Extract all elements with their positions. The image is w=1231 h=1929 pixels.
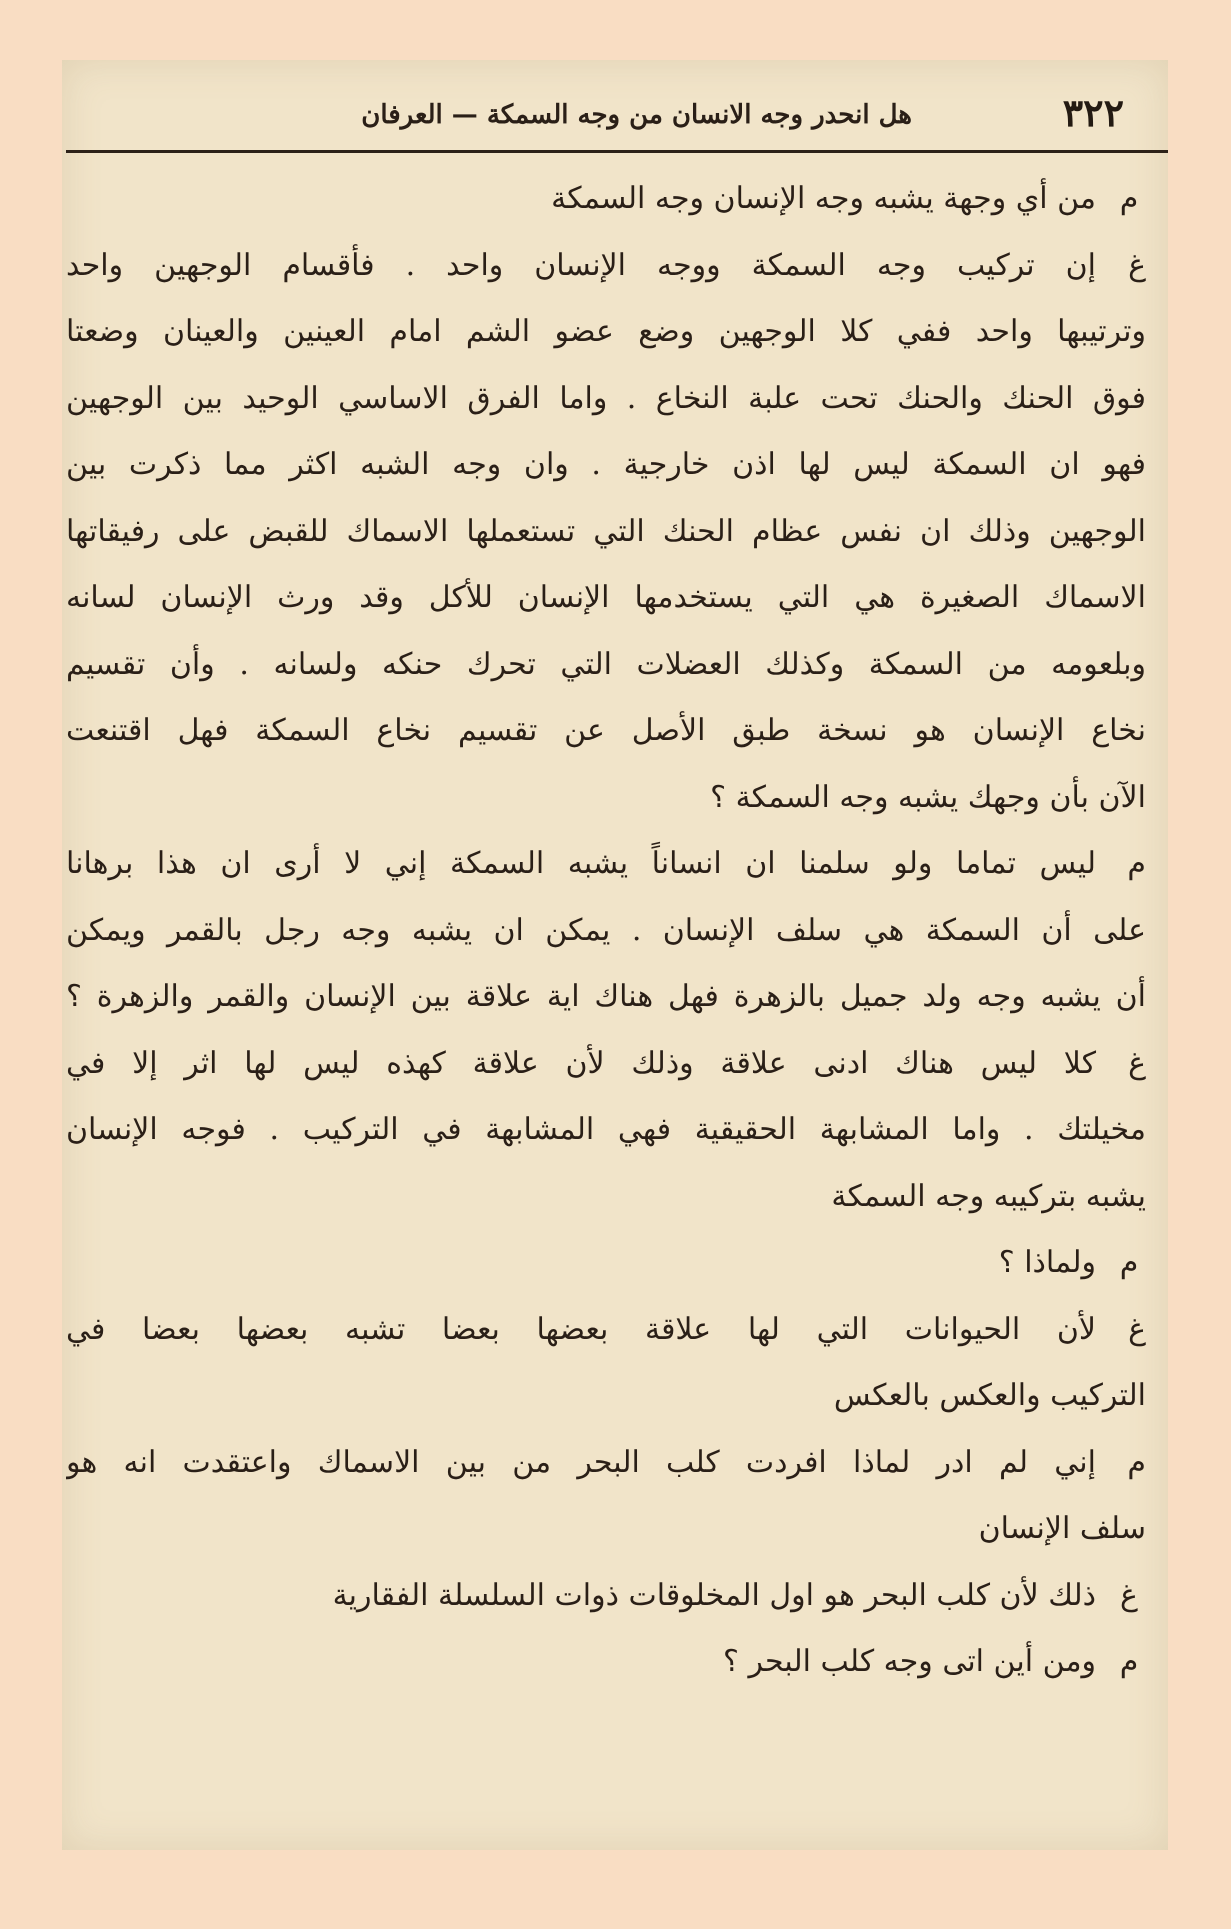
text-line — [66, 898, 1146, 965]
line-text: سلف الإنسان — [978, 1511, 1146, 1546]
text-line — [66, 632, 1146, 699]
text-line — [66, 233, 1146, 300]
text-line — [66, 1297, 1146, 1364]
speaker-marker: غ — [1128, 1311, 1146, 1347]
text-line — [66, 1496, 1146, 1563]
line-text: ولماذا ؟ — [998, 1245, 1096, 1280]
text-line — [66, 1563, 1146, 1630]
speaker-marker: م — [1127, 1444, 1146, 1480]
line-text: ومن أين اتى وجه كلب البحر ؟ — [723, 1644, 1096, 1679]
speaker-marker: م — [1119, 1644, 1139, 1679]
text-line — [66, 1097, 1146, 1164]
text-line — [66, 1164, 1146, 1231]
speaker-marker: م — [1119, 181, 1139, 216]
text-line — [66, 299, 1146, 366]
text-line — [66, 1629, 1146, 1696]
line-text: لأن الحيوانات التي لها علاقة بعضها بعضا تشبه بعضها بعضا في — [66, 1311, 1096, 1347]
text-line — [66, 1430, 1146, 1497]
page-number: ٣٢٢ — [1062, 90, 1124, 135]
line-text: الاسماك الصغيرة هي التي يستخدمها الإنسان للأكل وقد ورث الإنسان لسانه — [66, 580, 1146, 615]
text-line — [66, 1363, 1146, 1430]
line-text: فوق الحنك والحنك تحت علبة النخاع . واما الفرق الاساسي الوحيد بين الوجهين — [66, 380, 1146, 416]
text-line — [66, 1031, 1146, 1098]
line-text: وترتيبها واحد ففي كلا الوجهين وضع عضو الشم امام العينين والعينان وضعتا — [66, 314, 1146, 349]
line-text: إني لم ادر لماذا افردت كلب البحر من بين الاسماك واعتقدت انه هو — [66, 1444, 1096, 1480]
line-text: الوجهين وذلك ان نفس عظام الحنك التي تستعملها الاسماك للقبض على رفيقاتها — [66, 513, 1146, 549]
book-page — [62, 60, 1168, 1850]
speaker-marker: م — [1127, 846, 1146, 881]
line-text: ذلك لأن كلب البحر هو اول المخلوقات ذوات السلسلة الفقارية — [332, 1577, 1096, 1613]
text-line — [66, 499, 1146, 566]
text-line — [66, 831, 1146, 898]
speaker-marker: م — [1119, 1245, 1139, 1280]
running-title: هل انحدر وجه الانسان من وجه السمكة — العرفان — [361, 100, 912, 130]
page-header — [62, 86, 1168, 146]
line-text: نخاع الإنسان هو نسخة طبق الأصل عن تقسيم نخاع السمكة فهل اقتنعت — [66, 713, 1146, 748]
line-text: أن يشبه وجه ولد جميل بالزهرة فهل هناك اية علاقة بين الإنسان والقمر والزهرة ؟ — [66, 979, 1146, 1014]
dialogue-text — [66, 166, 1146, 1696]
text-line — [66, 166, 1146, 233]
text-line — [66, 565, 1146, 632]
line-text: إن تركيب وجه السمكة ووجه الإنسان واحد . فأقسام الوجهين واحد — [66, 247, 1096, 283]
text-line — [66, 366, 1146, 433]
line-text: على أن السمكة هي سلف الإنسان . يمكن ان يشبه وجه رجل بالقمر ويمكن — [66, 912, 1146, 948]
line-text: فهو ان السمكة ليس لها اذن خارجية . وان وجه الشبه اكثر مما ذكرت بين — [66, 447, 1146, 482]
speaker-marker: غ — [1128, 247, 1146, 283]
line-text: التركيب والعكس بالعكس — [833, 1378, 1146, 1413]
text-line — [66, 698, 1146, 765]
line-text: يشبه بتركيبه وجه السمكة — [831, 1178, 1146, 1214]
line-text: وبلعومه من السمكة وكذلك العضلات التي تحرك حنكه ولسانه . وأن تقسيم — [66, 646, 1146, 682]
line-text: ليس تماما ولو سلمنا ان انساناً يشبه السمكة إني لا أرى ان هذا برهانا — [66, 846, 1096, 881]
speaker-marker: غ — [1120, 1577, 1138, 1613]
line-text: من أي وجهة يشبه وجه الإنسان وجه السمكة — [551, 181, 1096, 216]
speaker-marker: غ — [1128, 1045, 1146, 1081]
line-text: مخيلتك . واما المشابهة الحقيقية فهي المشابهة في التركيب . فوجه الإنسان — [66, 1112, 1146, 1147]
text-line — [66, 432, 1146, 499]
line-text: كلا ليس هناك ادنى علاقة وذلك لأن علاقة كهذه ليس لها اثر إلا في — [66, 1045, 1096, 1081]
header-rule — [66, 150, 1168, 153]
text-line — [66, 964, 1146, 1031]
text-line — [66, 765, 1146, 832]
text-line — [66, 1230, 1146, 1297]
line-text: الآن بأن وجهك يشبه وجه السمكة ؟ — [710, 779, 1146, 815]
